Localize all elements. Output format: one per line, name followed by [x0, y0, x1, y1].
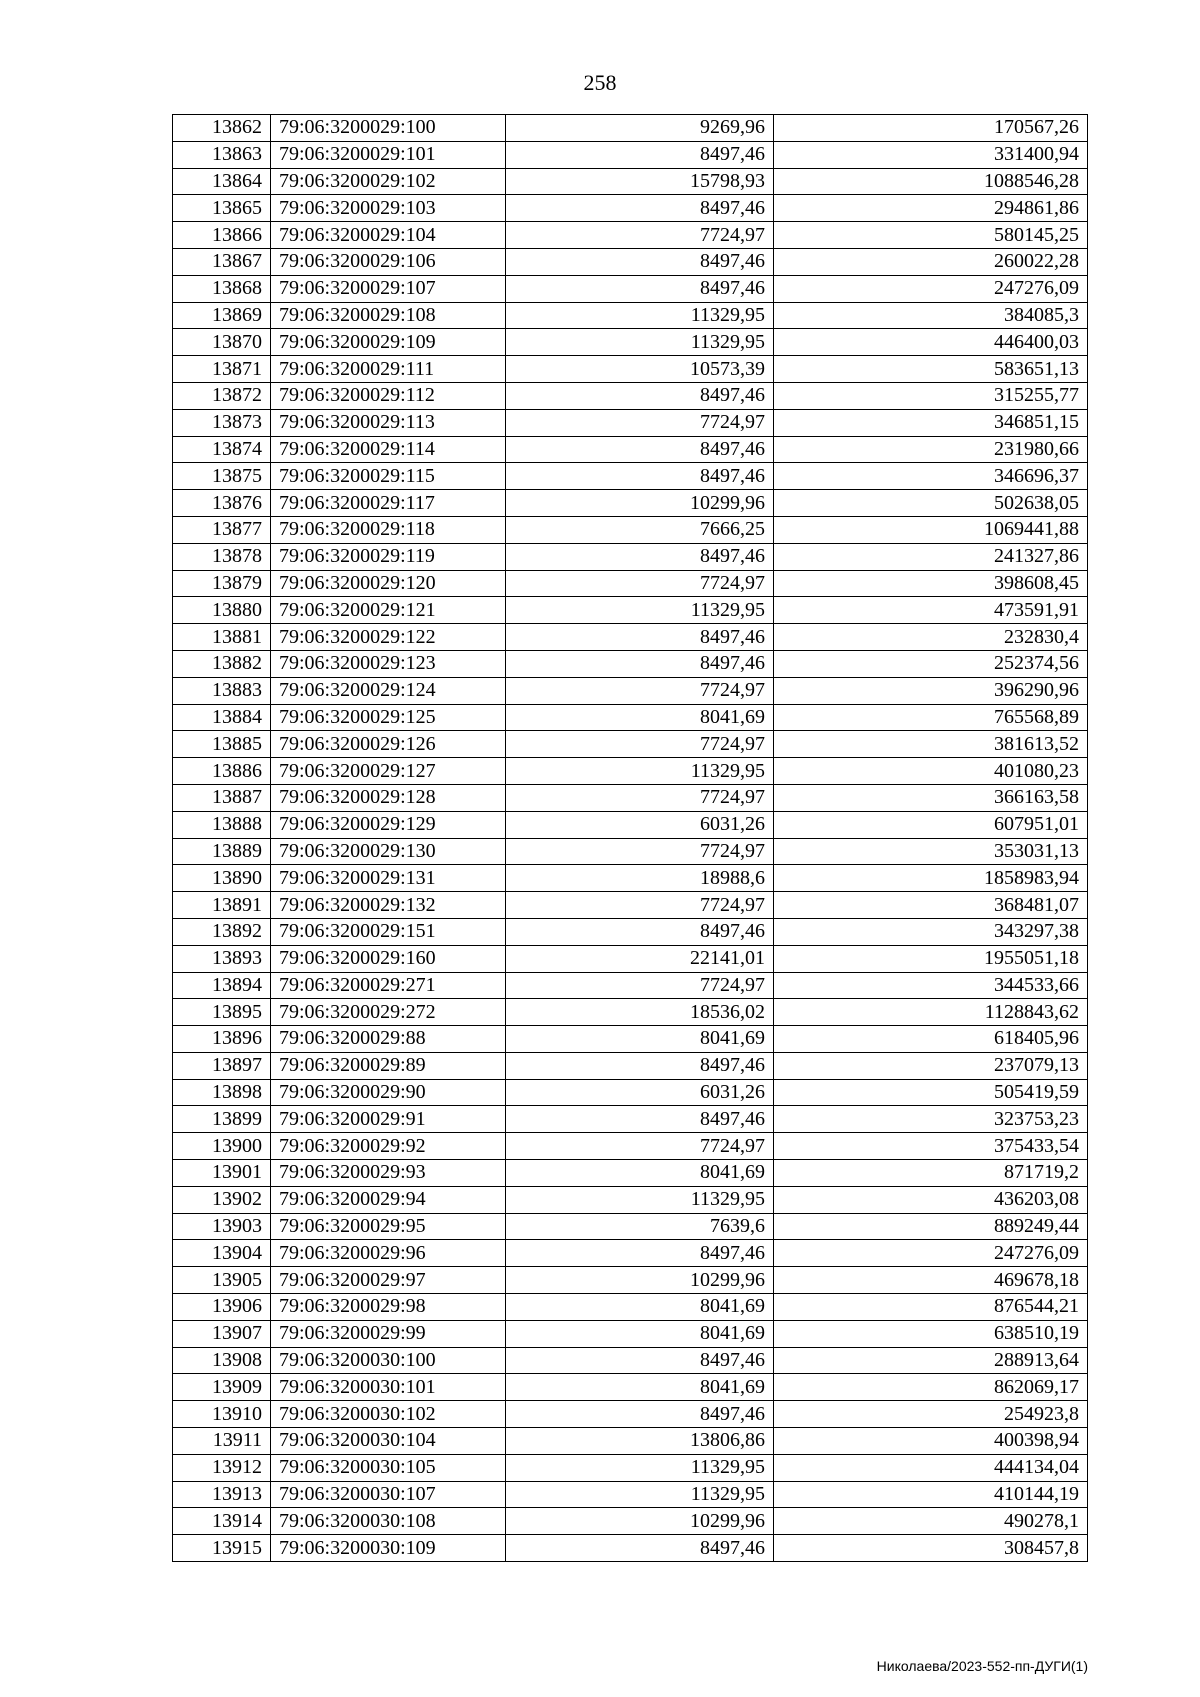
table-row [173, 838, 1088, 865]
cadastral-number-cell: 79:06:3200029:107 [271, 275, 506, 302]
cost-value-cell: 1069441,88 [774, 516, 1088, 543]
cadastral-number-cell: 79:06:3200029:118 [271, 516, 506, 543]
table-row [173, 463, 1088, 490]
area-value-cell: 8497,46 [506, 195, 774, 222]
table-row [173, 1454, 1088, 1481]
row-number-cell: 13891 [173, 892, 271, 919]
area-value-cell: 8497,46 [506, 141, 774, 168]
area-value-cell: 7724,97 [506, 570, 774, 597]
table-row [173, 1186, 1088, 1213]
area-value-cell: 11329,95 [506, 329, 774, 356]
row-number-cell: 13907 [173, 1320, 271, 1347]
table-row [173, 1267, 1088, 1294]
cost-value-cell: 247276,09 [774, 1240, 1088, 1267]
row-number-cell: 13915 [173, 1535, 271, 1562]
cadastral-number-cell: 79:06:3200029:272 [271, 999, 506, 1026]
area-value-cell: 8497,46 [506, 1052, 774, 1079]
row-number-cell: 13867 [173, 248, 271, 275]
area-value-cell: 6031,26 [506, 1079, 774, 1106]
cost-value-cell: 323753,23 [774, 1106, 1088, 1133]
row-number-cell: 13872 [173, 382, 271, 409]
row-number-cell: 13900 [173, 1133, 271, 1160]
cadastral-number-cell: 79:06:3200029:115 [271, 463, 506, 490]
row-number-cell: 13864 [173, 168, 271, 195]
area-value-cell: 13806,86 [506, 1428, 774, 1455]
area-value-cell: 8497,46 [506, 1240, 774, 1267]
cadastral-number-cell: 79:06:3200029:95 [271, 1213, 506, 1240]
cadastral-number-cell: 79:06:3200029:131 [271, 865, 506, 892]
cost-value-cell: 260022,28 [774, 248, 1088, 275]
area-value-cell: 10299,96 [506, 1508, 774, 1535]
row-number-cell: 13888 [173, 811, 271, 838]
cost-value-cell: 401080,23 [774, 758, 1088, 785]
area-value-cell: 11329,95 [506, 1186, 774, 1213]
area-value-cell: 8041,69 [506, 1320, 774, 1347]
area-value-cell: 15798,93 [506, 168, 774, 195]
cadastral-number-cell: 79:06:3200029:132 [271, 892, 506, 919]
cadastral-number-cell: 79:06:3200030:100 [271, 1347, 506, 1374]
row-number-cell: 13902 [173, 1186, 271, 1213]
cadastral-number-cell: 79:06:3200029:109 [271, 329, 506, 356]
cost-value-cell: 607951,01 [774, 811, 1088, 838]
area-value-cell: 8497,46 [506, 1347, 774, 1374]
cost-value-cell: 344533,66 [774, 972, 1088, 999]
area-value-cell: 10299,96 [506, 490, 774, 517]
table-row [173, 409, 1088, 436]
table-row [173, 490, 1088, 517]
cost-value-cell: 353031,13 [774, 838, 1088, 865]
cadastral-number-cell: 79:06:3200029:114 [271, 436, 506, 463]
cost-value-cell: 618405,96 [774, 1026, 1088, 1053]
table-row [173, 168, 1088, 195]
cost-value-cell: 252374,56 [774, 650, 1088, 677]
table-row [173, 650, 1088, 677]
row-number-cell: 13899 [173, 1106, 271, 1133]
row-number-cell: 13883 [173, 677, 271, 704]
area-value-cell: 8497,46 [506, 650, 774, 677]
cadastral-number-cell: 79:06:3200030:109 [271, 1535, 506, 1562]
table-row [173, 945, 1088, 972]
table-row [173, 1320, 1088, 1347]
row-number-cell: 13905 [173, 1267, 271, 1294]
cadastral-number-cell: 79:06:3200029:98 [271, 1294, 506, 1321]
area-value-cell: 11329,95 [506, 758, 774, 785]
table-row [173, 356, 1088, 383]
cost-value-cell: 170567,26 [774, 115, 1088, 142]
area-value-cell: 11329,95 [506, 597, 774, 624]
row-number-cell: 13870 [173, 329, 271, 356]
area-value-cell: 7724,97 [506, 677, 774, 704]
cadastral-number-cell: 79:06:3200029:102 [271, 168, 506, 195]
row-number-cell: 13871 [173, 356, 271, 383]
table-row [173, 1481, 1088, 1508]
cadastral-number-cell: 79:06:3200029:120 [271, 570, 506, 597]
row-number-cell: 13887 [173, 784, 271, 811]
cadastral-number-cell: 79:06:3200029:112 [271, 382, 506, 409]
table-row [173, 1401, 1088, 1428]
cost-value-cell: 366163,58 [774, 784, 1088, 811]
cadastral-number-cell: 79:06:3200029:126 [271, 731, 506, 758]
cadastral-number-cell: 79:06:3200029:128 [271, 784, 506, 811]
cost-value-cell: 254923,8 [774, 1401, 1088, 1428]
table-row [173, 329, 1088, 356]
cost-value-cell: 583651,13 [774, 356, 1088, 383]
row-number-cell: 13865 [173, 195, 271, 222]
cadastral-number-cell: 79:06:3200029:103 [271, 195, 506, 222]
row-number-cell: 13866 [173, 222, 271, 249]
cadastral-number-cell: 79:06:3200029:271 [271, 972, 506, 999]
area-value-cell: 18536,02 [506, 999, 774, 1026]
cost-value-cell: 381613,52 [774, 731, 1088, 758]
row-number-cell: 13877 [173, 516, 271, 543]
table-row [173, 731, 1088, 758]
cost-value-cell: 384085,3 [774, 302, 1088, 329]
cost-value-cell: 638510,19 [774, 1320, 1088, 1347]
cadastral-number-cell: 79:06:3200029:94 [271, 1186, 506, 1213]
table-row [173, 1026, 1088, 1053]
cost-value-cell: 473591,91 [774, 597, 1088, 624]
table-row [173, 1133, 1088, 1160]
cadastral-number-cell: 79:06:3200029:119 [271, 543, 506, 570]
cadastral-number-cell: 79:06:3200030:101 [271, 1374, 506, 1401]
cadastral-number-cell: 79:06:3200029:113 [271, 409, 506, 436]
table-row [173, 784, 1088, 811]
cadastral-number-cell: 79:06:3200029:124 [271, 677, 506, 704]
table-row [173, 1294, 1088, 1321]
cadastral-number-cell: 79:06:3200029:89 [271, 1052, 506, 1079]
cost-value-cell: 241327,86 [774, 543, 1088, 570]
cost-value-cell: 505419,59 [774, 1079, 1088, 1106]
row-number-cell: 13882 [173, 650, 271, 677]
area-value-cell: 8497,46 [506, 382, 774, 409]
cost-value-cell: 862069,17 [774, 1374, 1088, 1401]
table-row [173, 811, 1088, 838]
cost-value-cell: 502638,05 [774, 490, 1088, 517]
area-value-cell: 8041,69 [506, 1294, 774, 1321]
cadastral-number-cell: 79:06:3200029:123 [271, 650, 506, 677]
area-value-cell: 22141,01 [506, 945, 774, 972]
table-row [173, 570, 1088, 597]
cost-value-cell: 308457,8 [774, 1535, 1088, 1562]
cost-value-cell: 444134,04 [774, 1454, 1088, 1481]
cost-value-cell: 1128843,62 [774, 999, 1088, 1026]
cadastral-number-cell: 79:06:3200029:96 [271, 1240, 506, 1267]
row-number-cell: 13862 [173, 115, 271, 142]
page-number: 258 [583, 70, 617, 95]
registry-table-body [173, 115, 1088, 1562]
table-row [173, 972, 1088, 999]
row-number-cell: 13868 [173, 275, 271, 302]
cadastral-number-cell: 79:06:3200029:127 [271, 758, 506, 785]
area-value-cell: 7724,97 [506, 892, 774, 919]
cadastral-number-cell: 79:06:3200029:99 [271, 1320, 506, 1347]
cadastral-number-cell: 79:06:3200029:122 [271, 624, 506, 651]
area-value-cell: 7666,25 [506, 516, 774, 543]
cost-value-cell: 331400,94 [774, 141, 1088, 168]
cost-value-cell: 1088546,28 [774, 168, 1088, 195]
row-number-cell: 13881 [173, 624, 271, 651]
row-number-cell: 13895 [173, 999, 271, 1026]
cost-value-cell: 294861,86 [774, 195, 1088, 222]
cadastral-number-cell: 79:06:3200029:104 [271, 222, 506, 249]
cost-value-cell: 490278,1 [774, 1508, 1088, 1535]
area-value-cell: 8497,46 [506, 1106, 774, 1133]
row-number-cell: 13904 [173, 1240, 271, 1267]
cost-value-cell: 889249,44 [774, 1213, 1088, 1240]
area-value-cell: 7639,6 [506, 1213, 774, 1240]
table-row [173, 758, 1088, 785]
row-number-cell: 13884 [173, 704, 271, 731]
cost-value-cell: 1955051,18 [774, 945, 1088, 972]
cadastral-number-cell: 79:06:3200029:101 [271, 141, 506, 168]
table-row [173, 543, 1088, 570]
cadastral-number-cell: 79:06:3200029:106 [271, 248, 506, 275]
table-row [173, 999, 1088, 1026]
area-value-cell: 7724,97 [506, 784, 774, 811]
row-number-cell: 13909 [173, 1374, 271, 1401]
table-row [173, 436, 1088, 463]
row-number-cell: 13893 [173, 945, 271, 972]
cost-value-cell: 871719,2 [774, 1160, 1088, 1187]
cadastral-number-cell: 79:06:3200030:108 [271, 1508, 506, 1535]
cost-value-cell: 232830,4 [774, 624, 1088, 651]
cadastral-number-cell: 79:06:3200029:88 [271, 1026, 506, 1053]
area-value-cell: 7724,97 [506, 731, 774, 758]
area-value-cell: 8497,46 [506, 543, 774, 570]
cadastral-number-cell: 79:06:3200029:90 [271, 1079, 506, 1106]
row-number-cell: 13876 [173, 490, 271, 517]
cost-value-cell: 400398,94 [774, 1428, 1088, 1455]
cost-value-cell: 231980,66 [774, 436, 1088, 463]
table-row [173, 704, 1088, 731]
cadastral-number-cell: 79:06:3200029:111 [271, 356, 506, 383]
cost-value-cell: 580145,25 [774, 222, 1088, 249]
table-row [173, 1374, 1088, 1401]
registry-table [172, 114, 1088, 1562]
cost-value-cell: 765568,89 [774, 704, 1088, 731]
area-value-cell: 8497,46 [506, 1401, 774, 1428]
row-number-cell: 13910 [173, 1401, 271, 1428]
cost-value-cell: 446400,03 [774, 329, 1088, 356]
cadastral-number-cell: 79:06:3200029:151 [271, 918, 506, 945]
cost-value-cell: 346851,15 [774, 409, 1088, 436]
area-value-cell: 8041,69 [506, 704, 774, 731]
cost-value-cell: 469678,18 [774, 1267, 1088, 1294]
area-value-cell: 18988,6 [506, 865, 774, 892]
row-number-cell: 13889 [173, 838, 271, 865]
row-number-cell: 13879 [173, 570, 271, 597]
table-row [173, 516, 1088, 543]
cost-value-cell: 1858983,94 [774, 865, 1088, 892]
area-value-cell: 7724,97 [506, 1133, 774, 1160]
table-row [173, 302, 1088, 329]
table-row [173, 248, 1088, 275]
cadastral-number-cell: 79:06:3200029:91 [271, 1106, 506, 1133]
row-number-cell: 13908 [173, 1347, 271, 1374]
table-row [173, 222, 1088, 249]
table-row [173, 1508, 1088, 1535]
table-row [173, 195, 1088, 222]
row-number-cell: 13897 [173, 1052, 271, 1079]
cadastral-number-cell: 79:06:3200029:129 [271, 811, 506, 838]
cost-value-cell: 398608,45 [774, 570, 1088, 597]
row-number-cell: 13901 [173, 1160, 271, 1187]
cadastral-number-cell: 79:06:3200029:121 [271, 597, 506, 624]
area-value-cell: 8497,46 [506, 1535, 774, 1562]
row-number-cell: 13874 [173, 436, 271, 463]
cadastral-number-cell: 79:06:3200029:108 [271, 302, 506, 329]
table-row [173, 1213, 1088, 1240]
row-number-cell: 13898 [173, 1079, 271, 1106]
table-row [173, 1106, 1088, 1133]
cadastral-number-cell: 79:06:3200030:105 [271, 1454, 506, 1481]
area-value-cell: 8497,46 [506, 463, 774, 490]
table-row [173, 1428, 1088, 1455]
row-number-cell: 13896 [173, 1026, 271, 1053]
cadastral-number-cell: 79:06:3200029:97 [271, 1267, 506, 1294]
area-value-cell: 9269,96 [506, 115, 774, 142]
cost-value-cell: 346696,37 [774, 463, 1088, 490]
row-number-cell: 13869 [173, 302, 271, 329]
table-row [173, 1240, 1088, 1267]
table-row [173, 1052, 1088, 1079]
area-value-cell: 7724,97 [506, 222, 774, 249]
cost-value-cell: 247276,09 [774, 275, 1088, 302]
cadastral-number-cell: 79:06:3200029:117 [271, 490, 506, 517]
cost-value-cell: 410144,19 [774, 1481, 1088, 1508]
cost-value-cell: 876544,21 [774, 1294, 1088, 1321]
table-row [173, 1079, 1088, 1106]
row-number-cell: 13911 [173, 1428, 271, 1455]
row-number-cell: 13863 [173, 141, 271, 168]
cadastral-number-cell: 79:06:3200029:160 [271, 945, 506, 972]
cost-value-cell: 368481,07 [774, 892, 1088, 919]
table-row [173, 382, 1088, 409]
row-number-cell: 13875 [173, 463, 271, 490]
cost-value-cell: 375433,54 [774, 1133, 1088, 1160]
table-row [173, 141, 1088, 168]
row-number-cell: 13894 [173, 972, 271, 999]
area-value-cell: 11329,95 [506, 1481, 774, 1508]
cadastral-number-cell: 79:06:3200030:107 [271, 1481, 506, 1508]
row-number-cell: 13885 [173, 731, 271, 758]
table-row [173, 115, 1088, 142]
table-row [173, 597, 1088, 624]
cadastral-number-cell: 79:06:3200029:93 [271, 1160, 506, 1187]
row-number-cell: 13873 [173, 409, 271, 436]
cost-value-cell: 237079,13 [774, 1052, 1088, 1079]
cost-value-cell: 436203,08 [774, 1186, 1088, 1213]
cost-value-cell: 396290,96 [774, 677, 1088, 704]
area-value-cell: 8041,69 [506, 1026, 774, 1053]
table-row [173, 624, 1088, 651]
area-value-cell: 8497,46 [506, 436, 774, 463]
area-value-cell: 10299,96 [506, 1267, 774, 1294]
table-row [173, 1535, 1088, 1562]
row-number-cell: 13913 [173, 1481, 271, 1508]
cadastral-number-cell: 79:06:3200029:92 [271, 1133, 506, 1160]
row-number-cell: 13912 [173, 1454, 271, 1481]
row-number-cell: 13886 [173, 758, 271, 785]
row-number-cell: 13906 [173, 1294, 271, 1321]
cadastral-number-cell: 79:06:3200030:102 [271, 1401, 506, 1428]
footer-document-code: Николаева/2023-552-пп-ДУГИ(1) [876, 1658, 1088, 1674]
area-value-cell: 11329,95 [506, 302, 774, 329]
cost-value-cell: 315255,77 [774, 382, 1088, 409]
area-value-cell: 8497,46 [506, 275, 774, 302]
table-row [173, 275, 1088, 302]
cadastral-number-cell: 79:06:3200029:130 [271, 838, 506, 865]
area-value-cell: 8497,46 [506, 918, 774, 945]
table-row [173, 892, 1088, 919]
table-row [173, 918, 1088, 945]
row-number-cell: 13878 [173, 543, 271, 570]
area-value-cell: 7724,97 [506, 838, 774, 865]
table-row [173, 1347, 1088, 1374]
table-row [173, 865, 1088, 892]
cadastral-number-cell: 79:06:3200030:104 [271, 1428, 506, 1455]
table-row [173, 677, 1088, 704]
area-value-cell: 8041,69 [506, 1374, 774, 1401]
area-value-cell: 8041,69 [506, 1160, 774, 1187]
row-number-cell: 13892 [173, 918, 271, 945]
area-value-cell: 6031,26 [506, 811, 774, 838]
area-value-cell: 10573,39 [506, 356, 774, 383]
area-value-cell: 7724,97 [506, 409, 774, 436]
area-value-cell: 8497,46 [506, 624, 774, 651]
row-number-cell: 13914 [173, 1508, 271, 1535]
row-number-cell: 13880 [173, 597, 271, 624]
area-value-cell: 11329,95 [506, 1454, 774, 1481]
cadastral-number-cell: 79:06:3200029:100 [271, 115, 506, 142]
cost-value-cell: 288913,64 [774, 1347, 1088, 1374]
area-value-cell: 8497,46 [506, 248, 774, 275]
row-number-cell: 13890 [173, 865, 271, 892]
table-row [173, 1160, 1088, 1187]
row-number-cell: 13903 [173, 1213, 271, 1240]
cadastral-number-cell: 79:06:3200029:125 [271, 704, 506, 731]
area-value-cell: 7724,97 [506, 972, 774, 999]
cost-value-cell: 343297,38 [774, 918, 1088, 945]
